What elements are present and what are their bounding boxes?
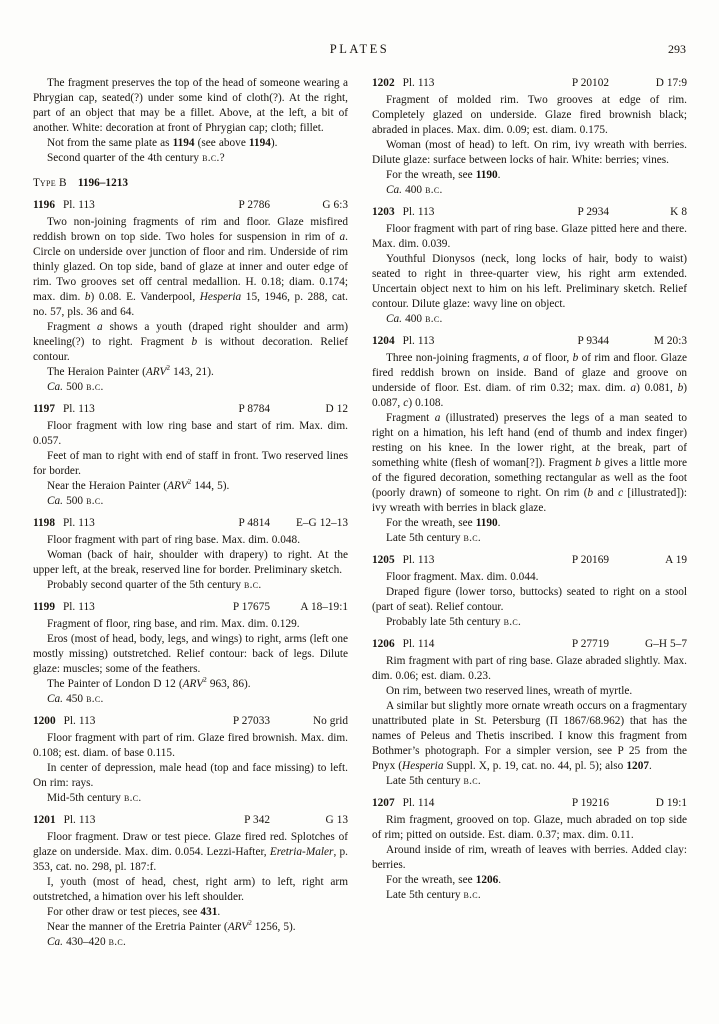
entry-plate-ref: Pl. 113 [402, 335, 435, 347]
entry-paragraph: Ca. 400 b.c. [386, 313, 443, 325]
section-heading: Type B 1196–1213 [33, 177, 129, 189]
entry-plate-ref: Pl. 114 [402, 797, 435, 809]
entry-paragraph: Rim fragment, grooved on top. Glaze, much abraded on top side of rim; pitted on outside. Est. diam. 0.37; max. dim. 0.11. [372, 814, 687, 841]
entry-plate-ref: Pl. 113 [62, 403, 95, 415]
entry-header [33, 813, 348, 828]
entry-number: 1201 [33, 814, 56, 826]
entry-inventory-number: P 9344 [577, 335, 609, 347]
entry-body [372, 222, 687, 327]
intro-paragraph: Not from the same plate as 1194 (see above 1194). [47, 137, 278, 149]
entry-paragraph: Late 5th century b.c. [386, 532, 482, 544]
entry-paragraph: Probably late 5th century b.c. [386, 616, 522, 628]
entry-number: 1200 [33, 715, 56, 727]
entry-paragraph: For the wreath, see 1206. [386, 874, 502, 886]
entry-grid-ref: E–G 12–13 [296, 517, 348, 529]
catalog-entry [372, 334, 687, 546]
entry-header [372, 553, 687, 568]
entry-paragraph: Feet of man to right with end of staff in front. Two reserved lines for border. [33, 450, 348, 477]
entry-paragraph: Mid-5th century b.c. [47, 792, 142, 804]
entry-number: 1199 [33, 601, 55, 613]
catalog-entry [372, 553, 687, 630]
entry-number: 1203 [372, 206, 395, 218]
catalog-entry [33, 198, 348, 395]
entry-grid-ref: G–H 5–7 [645, 638, 687, 650]
entry-paragraph: Late 5th century b.c. [386, 775, 482, 787]
entry-paragraph: Floor fragment with part of ring base. Glaze pitted here and there. Max. dim. 0.039. [372, 223, 687, 250]
entry-paragraph: For the wreath, see 1190. [386, 517, 501, 529]
entry-inventory-number: P 2934 [577, 206, 609, 218]
entry-paragraph: Late 5th century b.c. [386, 889, 482, 901]
entry-paragraph: Floor fragment. Draw or test piece. Glaze fired red. Splotches of glaze on underside. Max. dim. 0.054. Lezzi-Hafter, Eretria-Maler, p. 353, cat. no. 298, pl. 187:f. [33, 831, 348, 873]
entry-grid-ref: A 19 [665, 554, 687, 566]
entry-paragraph: Eros (most of head, body, legs, and wings) to right, arms (left one mostly missing) outstretched. Relief contour: back of legs. Dilute glaze: muscles; some of the feathers. [33, 633, 348, 675]
entry-paragraph: Rim fragment with part of ring base. Glaze abraded slightly. Max. dim. 0.06; est. diam. 0.23. [372, 655, 687, 682]
entry-paragraph: Woman (back of hair, shoulder with drapery) to right. At the upper left, at the break, reserved line for border. Preliminary sketch. [33, 549, 348, 576]
entry-header [33, 198, 348, 213]
entry-inventory-number: P 8784 [238, 403, 270, 415]
entry-grid-ref: D 19:1 [655, 797, 687, 809]
entry-inventory-number: P 342 [244, 814, 270, 826]
right-column [372, 76, 687, 950]
intro-paragraph: The fragment preserves the top of the head of someone wearing a Phrygian cap, seated(?) under some kind of cloth(?). At the right, part of an object that may be a fillet. Above, at the left, a bit of another. White: decoration at front of Phrygian cap; cloth; fillet. [33, 77, 348, 134]
entry-inventory-number: P 17675 [232, 601, 270, 613]
entry-paragraph: Fragment of floor, ring base, and rim. Max. dim. 0.129. [47, 618, 300, 630]
entry-body [372, 570, 687, 630]
entry-paragraph: A similar but slightly more ornate wreath occurs on a fragmentary unattributed plate in St. Petersburg (Π 1867/68.962) that has the names of Peleus and Thetis inscribed. I know this fragment from Bothmer’s photograph. For a simpler version, see P 25 from the Pnyx (Hesperia Suppl. X, p. 19, cat. no. 44, pl. 5); also 1207. [372, 700, 687, 772]
entry-body [372, 813, 687, 903]
entry-paragraph: Draped figure (lower torso, buttocks) seated to right on a stool (part of seat). Relief contour. [372, 586, 687, 613]
entry-body [33, 419, 348, 509]
page-title: PLATES [329, 42, 390, 56]
entry-inventory-number: P 2786 [238, 199, 270, 211]
entry-paragraph: Floor fragment with low ring base and start of rim. Max. dim. 0.057. [33, 420, 348, 447]
catalog-entry [33, 516, 348, 593]
intro-paragraph: Second quarter of the 4th century b.c.? [47, 152, 225, 164]
entry-header [372, 76, 687, 91]
entry-header [33, 714, 348, 729]
entry-header [33, 516, 348, 531]
entry-paragraph: For the wreath, see 1190. [386, 169, 501, 181]
entry-body [372, 93, 687, 198]
entry-grid-ref: G 6:3 [322, 199, 348, 211]
entry-paragraph: For other draw or test pieces, see 431. [47, 906, 221, 918]
entry-plate-ref: Pl. 113 [402, 554, 435, 566]
entry-grid-ref: D 12 [325, 403, 348, 415]
entry-inventory-number: P 4814 [238, 517, 270, 529]
entry-header [372, 205, 687, 220]
entry-paragraph: Floor fragment with part of rim. Glaze fired brownish. Max. dim. 0.108; est. diam. of base 0.115. [33, 732, 348, 759]
entry-paragraph: Ca. 500 b.c. [47, 495, 104, 507]
entry-plate-ref: Pl. 113 [402, 77, 435, 89]
entry-plate-ref: Pl. 113 [62, 601, 95, 613]
entry-paragraph: Two non-joining fragments of rim and floor. Glaze misfired reddish brown on top side. Two holes for suspension in rim of a. Circle on underside over junction of floor and rim. Underside of rim thinly glazed. On top side, band of glaze at inner and outer edge of rim. Two grooves set off central medallion. H. 0.18; diam. 0.174; max. dim. b) 0.08. E. Vanderpool, Hesperia 15, 1946, p. 288, cat. no. 57, pls. 36 and 64. [33, 216, 348, 318]
entry-grid-ref: No grid [312, 715, 348, 727]
catalog-entry [372, 76, 687, 198]
entry-number: 1207 [372, 797, 395, 809]
entry-paragraph: Youthful Dionysos (neck, long locks of hair, body to waist) seated to right in three-quarter view, his right arm extended. Uncertain object next to him on his left. Preliminary sketch. Relief contour. Dilute glaze: wavy line on object. [372, 253, 687, 310]
entry-grid-ref: K 8 [670, 206, 687, 218]
running-head [33, 42, 686, 58]
entry-paragraph: The Heraion Painter (ARV$^2$ 143, 21). [47, 363, 214, 378]
entry-paragraph: Near the manner of the Eretria Painter (ARV$^2$ 1256, 5). [47, 918, 296, 933]
entry-plate-ref: Pl. 113 [62, 517, 95, 529]
entry-paragraph: Fragment of molded rim. Two grooves at edge of rim. Completely glazed on underside. Glaze fired brownish black; abraded in places. Max. dim. 0.09; est. diam. 0.175. [372, 94, 687, 136]
entry-header [33, 600, 348, 615]
catalog-entry [372, 205, 687, 327]
entry-number: 1205 [372, 554, 395, 566]
entry-body [33, 830, 348, 950]
entry-plate-ref: Pl. 113 [63, 814, 96, 826]
entry-plate-ref: Pl. 114 [402, 638, 435, 650]
entry-plate-ref: Pl. 113 [402, 206, 435, 218]
entry-paragraph: Ca. 450 b.c. [47, 693, 104, 705]
entry-body [33, 731, 348, 806]
entry-plate-ref: Pl. 113 [62, 199, 95, 211]
catalog-entry [372, 796, 687, 903]
entry-paragraph: On rim, between two reserved lines, wreath of myrtle. [386, 685, 633, 697]
entry-paragraph: Ca. 430–420 b.c. [47, 936, 127, 948]
entry-grid-ref: D 17:9 [655, 77, 687, 89]
catalog-entry [33, 813, 348, 950]
entry-plate-ref: Pl. 113 [63, 715, 96, 727]
page-number: 293 [668, 42, 686, 56]
entry-paragraph: Probably second quarter of the 5th century b.c. [47, 579, 262, 591]
entry-paragraph: In center of depression, male head (top and face missing) to left. On rim: rays. [33, 762, 348, 789]
entry-grid-ref: M 20:3 [653, 335, 687, 347]
entry-paragraph: Woman (most of head) to left. On rim, ivy wreath with berries. Dilute glaze: surface between locks of hair. White: berries; vines. [372, 139, 687, 166]
entry-body [33, 215, 348, 395]
entry-inventory-number: P 20169 [571, 554, 609, 566]
entry-paragraph: I, youth (most of head, chest, right arm) to left, right arm outstretched, a himation over his left shoulder. [33, 876, 348, 903]
entry-inventory-number: P 20102 [571, 77, 609, 89]
entry-number: 1197 [33, 403, 55, 415]
entry-paragraph: Around inside of rim, wreath of leaves with berries. Added clay: berries. [372, 844, 687, 871]
entry-inventory-number: P 27033 [232, 715, 270, 727]
entry-paragraph: Near the Heraion Painter (ARV$^2$ 144, 5). [47, 477, 230, 492]
entry-body [372, 654, 687, 789]
entry-grid-ref: A 18–19:1 [300, 601, 348, 613]
entry-paragraph: Fragment a (illustrated) preserves the legs of a man seated to right on a himation, his left hand (end of thumb and index finger) resting on his knee. In the lower right, at the break, part of something white (flesh of woman[?]). Fragment b gives a little more of the figured decoration, something rectangular as well as the foot (poorly drawn) of someone to right. On rim (b and c [illustrated]): ivy wreath with berries in black glaze. [372, 412, 687, 514]
entry-grid-ref: G 13 [325, 814, 348, 826]
entry-body [33, 617, 348, 707]
entry-paragraph: Floor fragment. Max. dim. 0.044. [386, 571, 539, 583]
entry-number: 1204 [372, 335, 395, 347]
entry-paragraph: Ca. 400 b.c. [386, 184, 443, 196]
entry-number: 1202 [372, 77, 395, 89]
entry-header [372, 637, 687, 652]
catalog-entry [372, 637, 687, 789]
entry-header [372, 796, 687, 811]
entry-header [372, 334, 687, 349]
entry-number: 1206 [372, 638, 395, 650]
left-column [33, 76, 348, 950]
entry-paragraph: The Painter of London D 12 (ARV$^2$ 963, 86). [47, 675, 251, 690]
entry-inventory-number: P 19216 [571, 797, 609, 809]
text-columns [33, 76, 687, 950]
entry-paragraph: Ca. 500 b.c. [47, 381, 104, 393]
entry-header [33, 402, 348, 417]
entry-inventory-number: P 27719 [571, 638, 609, 650]
catalog-entry [33, 600, 348, 707]
entry-number: 1196 [33, 199, 55, 211]
entry-body [372, 351, 687, 546]
entry-number: 1198 [33, 517, 55, 529]
entry-body [33, 533, 348, 593]
entry-paragraph: Floor fragment with part of ring base. Max. dim. 0.048. [47, 534, 301, 546]
entry-paragraph: Fragment a shows a youth (draped right shoulder and arm) kneeling(?) to right. Fragment b is without decoration. Relief contour. [33, 321, 348, 363]
catalog-entry [33, 402, 348, 509]
entry-paragraph: Three non-joining fragments, a of floor, b of rim and floor. Glaze fired reddish brown on inside. Band of glaze and groove on underside of floor. Est. diam. of rim 0.32; max. dim. a) 0.081, b) 0.087, c) 0.108. [372, 352, 688, 409]
catalog-entry [33, 714, 348, 806]
